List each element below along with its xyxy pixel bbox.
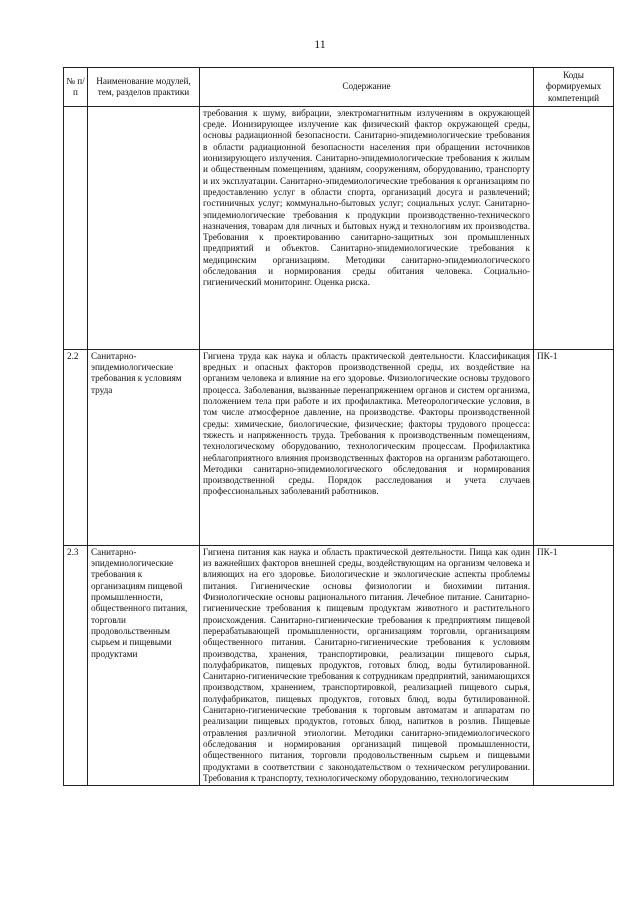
row-content: Гигиена питания как наука и область практической деятельности. Пища как один из важнейших факторов внешней среды, воздействующим на организм человека и влияющих на его здоровье. Биологические и экологические аспекты проблемы питания. Гигиенические основы физиологии и биохимии питания. Физиологические основы рационального питания. Лечебное питание. Санитарно-гигиенические требования к пищевым продуктам животного и растительного происхождения. Санитарно-гигиенические требования к предприятиям пищевой перерабатывающей промышленности, организациям торговли, организациям общественного питания. Санитарно-гигиенические требования к условиям производства, хранения, транспортировки, реализации пищевого сырья, полуфабрикатов, пищевых продуктов, готовых блюд, воды бутилированной. Санитарно-гигиенические требования к сотрудникам предприятий, занимающихся производством, хранением, транспортировкой, реализацией пищевого сырья, полуфабрикатов, пищевых продуктов, готовых блюд, воды бутилированной. Санитарно-гигиенические требования к торговым автоматам и аппаратам по реализации пищевых продуктов, готовых блюд, напитков в розлив. Пищевые отравления различной этиологии. Методики санитарно-эпидемиологического обследования и нормирования организаций пищевой промышленности, общественного питания, торговли продовольственным сырьем и пищевыми продуктами в соответствии с законодательством о техническом регулировании. Требования к транспорту, технологическому оборудованию, технологическим: [200, 545, 534, 785]
header-name: Наименование модулей, тем, разделов практики: [88, 68, 200, 107]
row-codes: ПК-1: [534, 349, 614, 545]
row-name: Санитарно-эпидемиологические требования к условиям труда: [88, 349, 200, 545]
row-num: [64, 106, 88, 349]
row-content: требования к шуму, вибрации, электромагнитным излучениям в окружающей среде. Ионизирующее излучение как физический фактор окружающей среды, основы радиационной безопасности. Санитарно-эпидемиологические требования в области радиационной безопасности населения при обращении источников ионизирующего излучения. Санитарно-эпидемиологические требования к жилым и общественным помещениям, зданиям, сооружениям, оборудованию, транспорту и их эксплуатации. Санитарно-эпидемиологические требования к организациям по предоставлению услуг в области спорта, организаций досуга и развлечений; гостиничных услуг; коммунально-бытовых услуг; социальных услуг. Санитарно-эпидемиологические требования к продукции производственно-технического назначения, товарам для личных и бытовых нужд и технологиям их производства. Требования к проектированию санитарно-защитных зон промышленных предприятий и объектов. Санитарно-эпидемиологические требования к медицинским организациям. Методики санитарно-эпидемиологического обследования и нормирования среды обитания человека. Социально-гигиенический мониторинг. Оценка риска.: [200, 106, 534, 349]
table-row: [64, 545, 614, 785]
header-num: № п/п: [64, 68, 88, 107]
table-row: [64, 106, 614, 349]
table-row: [64, 349, 614, 545]
curriculum-table: [63, 67, 614, 786]
header-content: Содержание: [200, 68, 534, 107]
page-number: 11: [314, 37, 326, 51]
row-name: [88, 106, 200, 349]
row-codes: [534, 106, 614, 349]
table-header-row: [64, 68, 614, 107]
header-codes: Коды формируемых компетенций: [534, 68, 614, 107]
row-num: 2.3: [64, 545, 88, 785]
row-codes: ПК-1: [534, 545, 614, 785]
row-num: 2.2: [64, 349, 88, 545]
row-name: Санитарно-эпидемиологические требования к организациям пищевой промышленности, общественного питания, торговли продовольственным сырьем и пищевыми продуктами: [88, 545, 200, 785]
row-content: Гигиена труда как наука и область практической деятельности. Классификация вредных и опасных факторов производственной среды, их воздействие на организм человека и влияние на его здоровье. Физиологические основы трудового процесса. Заболевания, вызванные перенапряжением органов и систем организма, положением тела при работе и их профилактика. Метеорологические условия, в том числе атмосферное давление, на производстве. Факторы производственной среды: химические, биологические, физические; факторы трудового процесса: тяжесть и напряженность труда. Требования к производственным помещениям, технологическому оборудованию, технологическим процессам. Профилактика неблагоприятного влияния производственных факторов на организм работающего. Методики санитарно-эпидемиологического обследования и нормирования производственной среды. Порядок расследования и учета случаев профессиональных заболеваний работников.: [200, 349, 534, 545]
